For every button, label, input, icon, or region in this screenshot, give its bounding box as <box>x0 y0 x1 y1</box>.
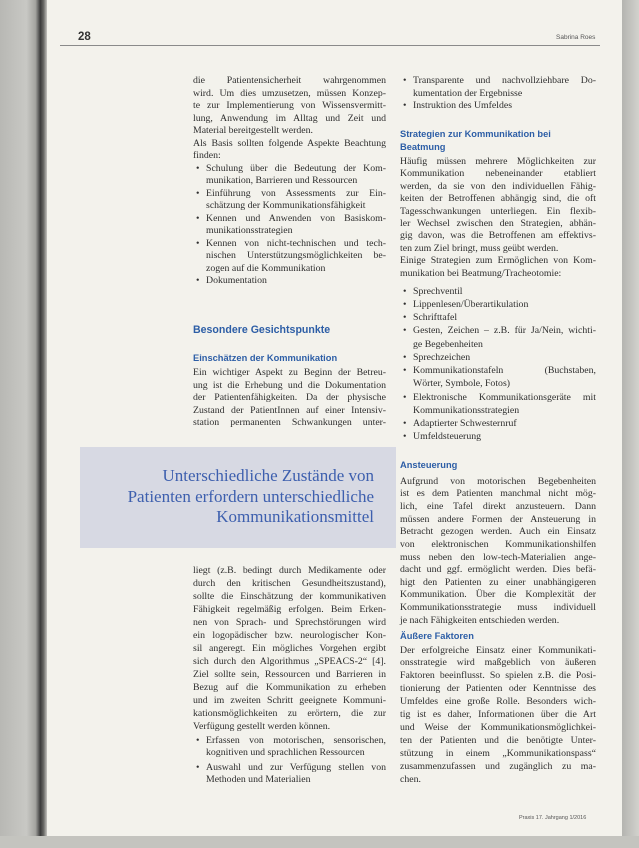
bullet-icon <box>403 324 406 337</box>
text-line: Bezug auf die Kommunikation zu erheben <box>193 681 386 693</box>
bullet-line: Gesten, Zeichen – z.B. für Ja/Nein, wichti- <box>413 325 596 337</box>
text-line: liegt (z.B. bedingt durch Medikamente oder <box>193 564 386 576</box>
scan-bottom-margin <box>0 836 639 848</box>
bullet-line: Kommunikationstafeln (Buchstaben, <box>413 365 596 376</box>
bullet-icon <box>403 391 406 404</box>
heading-line: Strategien zur Kommunikation bei <box>400 128 551 139</box>
text-line: station permanenten Schwankungen unter- <box>193 417 386 428</box>
text-line: die Patientensicherheit wahrgenommen <box>193 75 386 86</box>
text-line: Häufig müssen mehrere Möglichkeiten zur <box>400 155 596 167</box>
text-line: müssen andere Formen der Ansteuerung in <box>400 513 596 525</box>
bullet-line: ge Begebenheiten <box>413 338 483 350</box>
text-line: lung, Anwendung im Alltag und Zeit und <box>193 112 386 124</box>
text-line: dacht und ggf. ermöglicht werden. Dies befä- <box>400 564 596 576</box>
text-line: Der erfolgreiche Einsatz einer Kommunikati- <box>400 644 596 656</box>
bullet-item <box>400 417 596 430</box>
bullet-line: munikation, Barrieren und Ressourcen <box>206 175 358 186</box>
bullet-icon <box>403 364 406 377</box>
assessment-paragraph-continued <box>193 564 386 733</box>
text-line: Einige Strategien zum Ermöglichen von Kom- <box>400 255 596 267</box>
assessment-paragraph-start <box>193 367 386 430</box>
text-line: Tagesschwankungen unterliegen. Ein flexib- <box>400 205 596 217</box>
text-line: stützung in einem „Kommunikationspass“ <box>400 747 596 759</box>
text-line: sollte die Einschätzung der kommunikativen <box>193 590 386 602</box>
text-line: tionierung der Patienten oder Kenntnisse des <box>400 683 596 695</box>
subsection-heading-ventilation <box>400 128 596 154</box>
aspects-bullet-list <box>193 163 386 288</box>
text-line: Patienten erfordern unterschiedliche <box>127 486 374 506</box>
external-factors-paragraph <box>400 645 596 787</box>
text-line: werden, da sie von den individuellen Fähig- <box>400 180 596 192</box>
text-line: Zustand der PatientInnen auf einer Intensiv- <box>193 404 386 416</box>
steps-bullet-list <box>193 735 386 787</box>
text-line: Betracht gezogen werden. Auch ein Einsatz <box>400 526 596 538</box>
text-line: tig ist es daher, Informationen über die Art <box>400 709 596 721</box>
bullet-item <box>400 75 596 100</box>
bullet-icon <box>196 213 199 226</box>
bullet-line: kognitiven und sprachlichen Ressourcen <box>206 747 365 758</box>
bullet-item <box>193 213 386 238</box>
bullet-icon <box>403 417 406 430</box>
bullet-icon <box>403 285 406 298</box>
bullet-line: Kennen von nicht-technischen und tech- <box>206 237 386 249</box>
issue-footer: Praxis 17. Jahrgang 1/2016 <box>519 815 587 821</box>
bullet-line: Kommunikationsstrategien <box>413 404 520 416</box>
bullet-line: Sprechventil <box>413 285 463 297</box>
text-line: ten der Patienten und die benötigte Unter- <box>400 734 596 746</box>
bullet-item <box>193 735 386 760</box>
bullet-icon <box>196 735 199 748</box>
bullet-line: Umfeldsteuerung <box>413 431 482 443</box>
text-line: Ziel sollte sein, Ressourcen und Barrieren in <box>193 668 386 680</box>
bullet-icon <box>403 75 406 88</box>
text-line: Aufgrund von motorischen Begebenheiten <box>400 475 596 487</box>
subsection-heading-assessment: Einschätzen der Kommunikation <box>193 352 338 363</box>
text-line: Faktoren beeinflusst. So spielen z.B. die Posi- <box>400 670 596 682</box>
bullet-icon <box>403 311 406 324</box>
bullet-line: schätzung der Kommunikationsfähigkeit <box>206 200 366 211</box>
steps-bullet-list-continued <box>400 75 596 113</box>
text-line: Verfügung gestellt werden können. <box>193 720 331 732</box>
bullet-line: Lippenlesen/Überartikulation <box>413 298 529 310</box>
text-line: finden: <box>193 150 221 161</box>
text-line: kationsmöglichkeiten zu erörtern, die zur <box>193 707 386 719</box>
bullet-line: Transparente und nachvollziehbare Do- <box>413 75 596 86</box>
text-line: ist es dem Patienten manchmal nicht mög- <box>400 488 596 500</box>
bullet-item <box>400 364 596 391</box>
bullet-line: Kennen und Anwenden von Basiskom- <box>206 212 386 224</box>
text-line: te zur Implementierung von Wissensvermitt- <box>193 100 386 111</box>
text-line: higt den Patienten zu einer unabhängigeren <box>400 576 596 588</box>
text-line: nen von Sprach- und Sprechstörungen wird <box>193 616 386 628</box>
bullet-line: Wörter, Symbole, Fotos) <box>413 378 511 390</box>
text-line: lich, eine Tafel direkt anzusteuern. Dann <box>400 500 596 512</box>
text-line: Fähigkeit regelmäßig erfolgen. Beim Erken- <box>193 603 386 615</box>
bullet-item <box>400 298 596 311</box>
bullet-line: Instruktion des Umfeldes <box>413 100 513 112</box>
text-line: onsstrategie wird maßgeblich von äußeren <box>400 657 596 669</box>
subsection-heading-control: Ansteuerung <box>400 459 458 470</box>
page-number: 28 <box>78 31 91 43</box>
bullet-line: Auswahl und zur Verfügung stellen von <box>206 761 386 773</box>
bullet-item <box>400 430 596 443</box>
bullet-item <box>193 238 386 276</box>
bullet-item <box>193 163 386 188</box>
bullet-line: Schrifttafel <box>413 312 458 323</box>
bullet-icon <box>403 430 406 443</box>
scan-right-margin <box>622 0 639 848</box>
bullet-item <box>400 351 596 364</box>
bullet-icon <box>196 762 199 775</box>
bullet-line: Sprechzeichen <box>413 351 471 363</box>
text-line: sich durch den Algorithmus „SPEACS-2“ [4]. <box>193 655 386 667</box>
text-line: je nach Fähigkeiten entschieden werden. <box>400 614 560 626</box>
text-line: Als Basis sollten folgende Aspekte Beachtung <box>193 137 386 149</box>
bullet-item <box>400 311 596 324</box>
pull-quote-text <box>128 466 374 528</box>
text-line: chen. <box>400 773 421 785</box>
text-line: Kommunikationsstrategie muss individuell <box>400 602 596 614</box>
text-line: durch den kritischen Gesundheitszustand), <box>193 577 386 589</box>
text-line: wird. Um dies umzusetzen, müssen Konzep- <box>193 87 386 99</box>
bullet-line: Methoden und Materialien <box>206 774 311 785</box>
control-paragraph <box>400 476 596 628</box>
text-line: ein logopädischer bzw. neurologischer Kon- <box>193 629 386 641</box>
subsection-heading-external-factors: Äußere Faktoren <box>400 630 474 641</box>
bullet-line: Erfassen von motorischen, sensorischen, <box>206 734 386 746</box>
text-line: Unterschiedliche Zustände von <box>162 466 374 485</box>
bullet-item <box>400 100 596 113</box>
bullet-item <box>193 275 386 288</box>
text-line: Kommunikation. Über die Komplexität der <box>400 589 596 601</box>
text-line: ler Wechsel zwischen den Strategien, abhän- <box>400 217 596 229</box>
text-line: von elektronischen Kommunikationshilfen <box>400 538 596 550</box>
bullet-icon <box>403 298 406 311</box>
intro-paragraph <box>193 75 386 138</box>
text-line: und Weise der Kommunikationsmöglichkei- <box>400 721 596 733</box>
bullet-line: kumentation der Ergebnisse <box>413 87 523 99</box>
bullet-item <box>193 188 386 213</box>
bullet-line: Schulung über die Bedeutung der Kom- <box>206 162 386 174</box>
strategies-intro-paragraph <box>400 255 596 280</box>
aspects-intro-paragraph <box>193 138 386 163</box>
header-rule <box>60 45 600 46</box>
text-line: und im zweiten Schritt geeignete Kommuni- <box>193 694 386 706</box>
bullet-icon <box>196 163 199 176</box>
text-line: Ein wichtiger Aspekt zu Beginn der Betreu- <box>193 367 386 378</box>
strategies-bullet-list <box>400 285 596 444</box>
bullet-line: Einführung von Assessments zur Ein- <box>206 187 386 199</box>
bullet-line: Elektronische Kommunikationsgeräte mit <box>413 391 596 403</box>
bullet-icon <box>196 238 199 251</box>
text-line: ten zum Ziel bringt, muss geübt werden. <box>400 242 559 254</box>
bullet-icon <box>196 275 199 288</box>
text-line: Umfeldes eine große Rolle. Besonders wich- <box>400 696 596 708</box>
text-line: munikation bei Beatmung/Tracheotomie: <box>400 267 562 279</box>
text-line: Kommunikationsmittel <box>216 507 374 526</box>
scan-binding-margin <box>0 0 48 848</box>
text-line: muss neben den low-tech-Materialien ange- <box>400 551 596 563</box>
bullet-line: nischen Unterstützungsmöglichkeiten be- <box>206 250 386 261</box>
bullet-item <box>400 324 596 351</box>
ventilation-paragraph <box>400 156 596 256</box>
text-line: Material bereitgestellt werden. <box>193 125 313 136</box>
bullet-icon <box>403 351 406 364</box>
section-heading: Besondere Gesichtspunkte <box>193 323 331 336</box>
bullet-icon <box>403 100 406 113</box>
bullet-icon <box>196 188 199 201</box>
bullet-line: zogen auf die Kommunikation <box>206 262 326 274</box>
text-line: gig davon, was die Betroffenen am effektivs- <box>400 230 596 242</box>
text-line: keiten der Betroffenen abhängig sind, die oft <box>400 193 596 205</box>
running-head-author: Sabrina Roes <box>556 34 596 41</box>
text-line: der Patientenfähigkeiten. Da der physische <box>193 392 386 403</box>
bullet-line: Adaptierter Schwesternruf <box>413 418 517 429</box>
text-line: ung ist die Erhebung und die Dokumentation <box>193 379 386 391</box>
text-line: sil angeregt. Ein mögliches Vorgehen ergibt <box>193 642 386 654</box>
pull-quote <box>80 447 396 548</box>
bullet-line: munikationsstrategien <box>206 225 293 236</box>
bullet-item <box>400 391 596 418</box>
bullet-item <box>400 285 596 298</box>
text-line: zusammenzufassen und zugänglich zu ma- <box>400 760 596 772</box>
heading-line: Beatmung <box>400 141 446 152</box>
text-line: Kommunikation nebeneinander etabliert <box>400 168 596 180</box>
bullet-item <box>193 762 386 787</box>
bullet-line: Dokumentation <box>206 275 267 286</box>
